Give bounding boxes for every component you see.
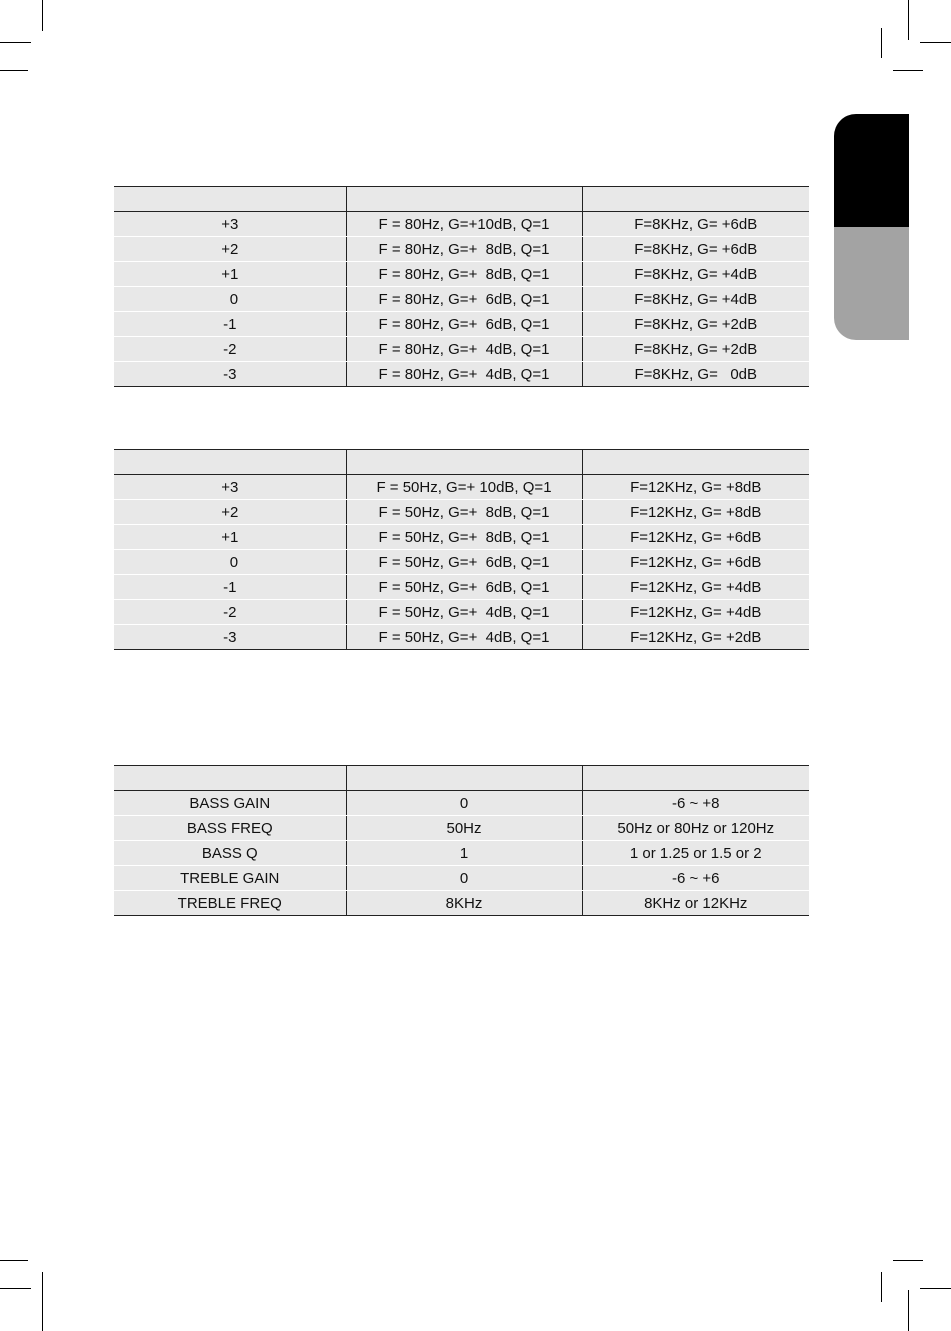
crop-mark bbox=[0, 42, 31, 43]
table-row bbox=[114, 337, 809, 362]
crop-mark bbox=[881, 1272, 882, 1302]
treble-cell: F=12KHz, G= +6dB bbox=[582, 525, 809, 550]
treble-cell: F=12KHz, G= +8dB bbox=[582, 500, 809, 525]
crop-mark bbox=[920, 1288, 951, 1289]
parameter-cell: BASS FREQ bbox=[114, 816, 346, 841]
table-row bbox=[114, 866, 809, 891]
section-tab-light bbox=[834, 227, 909, 340]
treble-cell: F=8KHz, G= +4dB bbox=[582, 262, 809, 287]
level-cell: 0 bbox=[114, 550, 346, 575]
table-row bbox=[114, 575, 809, 600]
level-cell: +2 bbox=[114, 500, 346, 525]
level-cell: +1 bbox=[114, 525, 346, 550]
treble-cell: F=8KHz, G= +6dB bbox=[582, 237, 809, 262]
crop-mark bbox=[0, 70, 28, 71]
crop-mark bbox=[0, 1288, 31, 1289]
treble-cell: F=8KHz, G= +2dB bbox=[582, 337, 809, 362]
treble-cell: F=8KHz, G= +4dB bbox=[582, 287, 809, 312]
table-row bbox=[114, 362, 809, 387]
range-cell: 8KHz or 12KHz bbox=[582, 891, 809, 916]
treble-cell: F=12KHz, G= +4dB bbox=[582, 575, 809, 600]
parameter-cell: BASS Q bbox=[114, 841, 346, 866]
table-row bbox=[114, 816, 809, 841]
table-row bbox=[114, 525, 809, 550]
table-row bbox=[114, 475, 809, 500]
table-row bbox=[114, 312, 809, 337]
eq-table-2 bbox=[114, 449, 809, 650]
crop-mark bbox=[42, 0, 43, 31]
table-header-row bbox=[114, 766, 809, 791]
treble-cell: F=8KHz, G= +6dB bbox=[582, 212, 809, 237]
bass-cell: F = 80Hz, G=+ 4dB, Q=1 bbox=[346, 337, 582, 362]
bass-cell: F = 80Hz, G=+10dB, Q=1 bbox=[346, 212, 582, 237]
crop-mark bbox=[0, 1260, 28, 1261]
treble-cell: F=12KHz, G= +6dB bbox=[582, 550, 809, 575]
range-cell: 50Hz or 80Hz or 120Hz bbox=[582, 816, 809, 841]
crop-mark bbox=[893, 70, 923, 71]
treble-cell: F=12KHz, G= +8dB bbox=[582, 475, 809, 500]
level-cell: -2 bbox=[114, 337, 346, 362]
table-row bbox=[114, 550, 809, 575]
table-row bbox=[114, 237, 809, 262]
default-cell: 50Hz bbox=[346, 816, 582, 841]
level-cell: -1 bbox=[114, 312, 346, 337]
table-row bbox=[114, 287, 809, 312]
crop-mark bbox=[893, 1260, 923, 1261]
treble-cell: F=12KHz, G= +4dB bbox=[582, 600, 809, 625]
level-cell: +2 bbox=[114, 237, 346, 262]
level-cell: +3 bbox=[114, 212, 346, 237]
table-header-row bbox=[114, 187, 809, 212]
eq-parameter-table bbox=[114, 765, 809, 916]
default-cell: 0 bbox=[346, 791, 582, 816]
bass-cell: F = 50Hz, G=+ 6dB, Q=1 bbox=[346, 575, 582, 600]
bass-cell: F = 80Hz, G=+ 8dB, Q=1 bbox=[346, 262, 582, 287]
treble-cell: F=8KHz, G= +2dB bbox=[582, 312, 809, 337]
table-row bbox=[114, 841, 809, 866]
level-cell: 0 bbox=[114, 287, 346, 312]
bass-cell: F = 80Hz, G=+ 6dB, Q=1 bbox=[346, 312, 582, 337]
table-row bbox=[114, 500, 809, 525]
bass-cell: F = 80Hz, G=+ 4dB, Q=1 bbox=[346, 362, 582, 387]
range-cell: -6 ~ +6 bbox=[582, 866, 809, 891]
bass-cell: F = 80Hz, G=+ 6dB, Q=1 bbox=[346, 287, 582, 312]
treble-cell: F=12KHz, G= +2dB bbox=[582, 625, 809, 650]
table-row bbox=[114, 262, 809, 287]
table-row bbox=[114, 625, 809, 650]
bass-cell: F = 80Hz, G=+ 8dB, Q=1 bbox=[346, 237, 582, 262]
crop-mark bbox=[908, 0, 909, 40]
eq-table-1 bbox=[114, 186, 809, 387]
default-cell: 8KHz bbox=[346, 891, 582, 916]
crop-mark bbox=[881, 28, 882, 58]
parameter-cell: TREBLE FREQ bbox=[114, 891, 346, 916]
bass-cell: F = 50Hz, G=+ 4dB, Q=1 bbox=[346, 625, 582, 650]
table-row bbox=[114, 212, 809, 237]
level-cell: +3 bbox=[114, 475, 346, 500]
bass-cell: F = 50Hz, G=+ 6dB, Q=1 bbox=[346, 550, 582, 575]
table-row bbox=[114, 600, 809, 625]
bass-cell: F = 50Hz, G=+ 8dB, Q=1 bbox=[346, 500, 582, 525]
section-tab-dark bbox=[834, 114, 909, 227]
range-cell: 1 or 1.25 or 1.5 or 2 bbox=[582, 841, 809, 866]
table-header-row bbox=[114, 450, 809, 475]
level-cell: +1 bbox=[114, 262, 346, 287]
crop-mark bbox=[42, 1272, 43, 1302]
parameter-cell: BASS GAIN bbox=[114, 791, 346, 816]
level-cell: -3 bbox=[114, 625, 346, 650]
level-cell: -1 bbox=[114, 575, 346, 600]
table-row bbox=[114, 891, 809, 916]
level-cell: -3 bbox=[114, 362, 346, 387]
default-cell: 1 bbox=[346, 841, 582, 866]
bass-cell: F = 50Hz, G=+ 10dB, Q=1 bbox=[346, 475, 582, 500]
bass-cell: F = 50Hz, G=+ 4dB, Q=1 bbox=[346, 600, 582, 625]
range-cell: -6 ~ +8 bbox=[582, 791, 809, 816]
treble-cell: F=8KHz, G= 0dB bbox=[582, 362, 809, 387]
table-row bbox=[114, 791, 809, 816]
crop-mark bbox=[42, 1300, 43, 1331]
parameter-cell: TREBLE GAIN bbox=[114, 866, 346, 891]
default-cell: 0 bbox=[346, 866, 582, 891]
bass-cell: F = 50Hz, G=+ 8dB, Q=1 bbox=[346, 525, 582, 550]
crop-mark bbox=[908, 1290, 909, 1331]
level-cell: -2 bbox=[114, 600, 346, 625]
crop-mark bbox=[920, 42, 951, 43]
